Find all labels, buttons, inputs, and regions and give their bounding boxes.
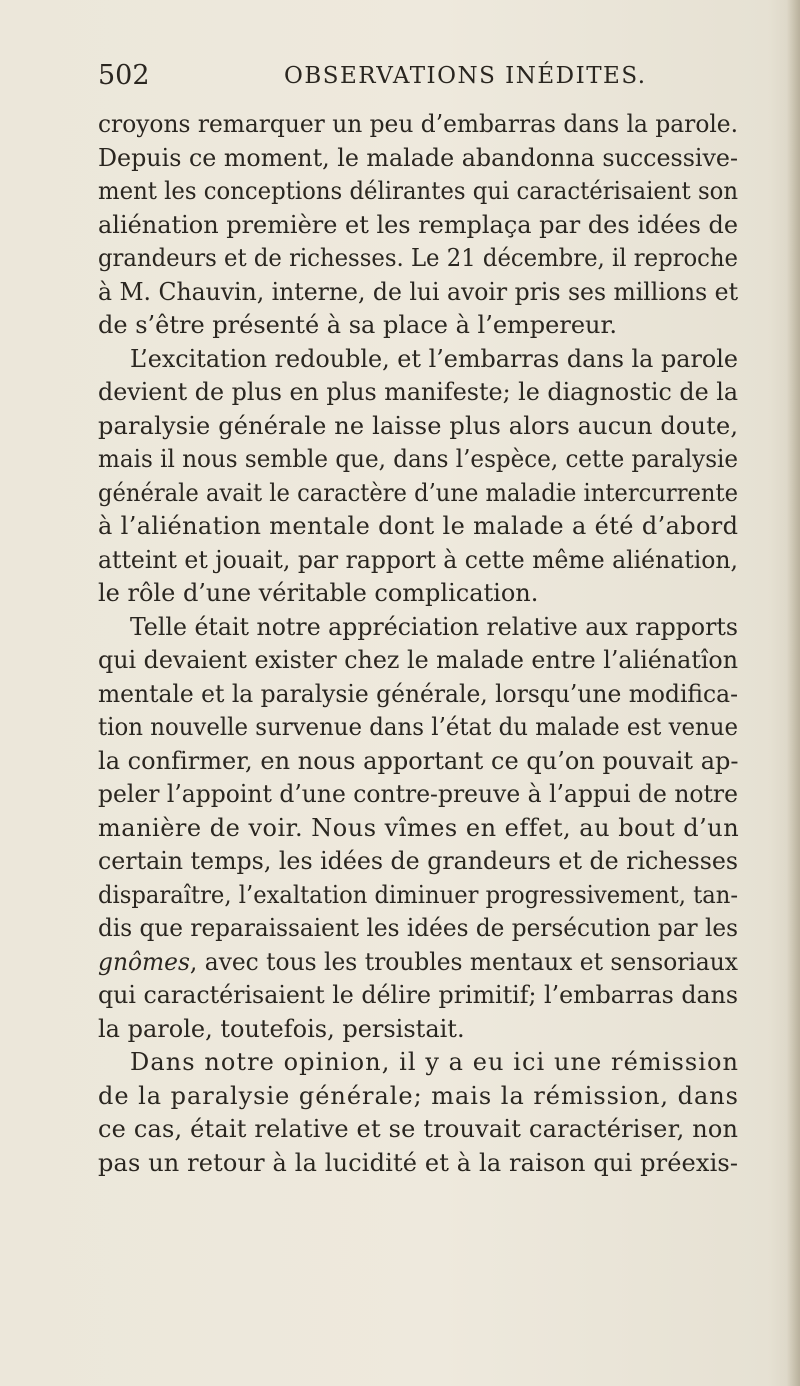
italic-word: gnômes — [98, 947, 190, 976]
line-text: la confirmer, en nous apportant ce qu’on pouvait ap- — [98, 746, 739, 775]
text-line — [98, 1113, 738, 1147]
line-text: aliénation première et les remplaça par des idées de — [98, 210, 739, 239]
text-line — [98, 477, 738, 511]
text-line — [98, 745, 738, 779]
text-line — [98, 644, 738, 678]
text-line — [98, 1080, 738, 1114]
text-line — [98, 879, 738, 913]
line-text: manière de voir. Nous vîmes en effet, au bout d’un — [98, 813, 740, 842]
line-text: mentale et la paralysie générale, lorsqu’une modifica- — [98, 679, 738, 708]
line-text: tion nouvelle survenue dans l’état du malade est venue — [98, 713, 738, 741]
line-text: Depuis ce moment, le malade abandonna successive- — [98, 143, 738, 172]
line-text: générale avait le caractère d’une maladie intercurrente — [98, 478, 738, 507]
line-text: Dans notre opinion, il y a eu ici une rémission — [130, 1048, 740, 1076]
text-line — [98, 1013, 738, 1047]
text-line — [98, 544, 738, 578]
line-text: disparaître, l’exaltation diminuer progressivement, tan- — [98, 880, 739, 909]
line-text: la parole, toutefois, persistait. — [98, 1014, 465, 1043]
text-line — [98, 309, 738, 343]
text-line — [98, 443, 738, 477]
running-title: OBSERVATIONS INÉDITES. — [284, 63, 647, 89]
text-line — [98, 711, 738, 745]
text-line — [98, 845, 738, 879]
text-line — [98, 678, 738, 712]
running-head — [98, 60, 698, 100]
line-text: L’excitation redouble, et l’embarras dans la parole — [130, 344, 738, 373]
line-text: paralysie générale ne laisse plus alors aucun doute, — [98, 411, 739, 440]
line-text: croyons remarquer un peu d’embarras dans la parole. — [98, 110, 739, 138]
line-text: qui caractérisaient le délire primitif; l’embarras dans — [98, 981, 739, 1009]
text-line — [98, 912, 738, 946]
text-line — [98, 276, 738, 310]
text-line — [98, 979, 738, 1013]
line-text: mais il nous semble que, dans l’espèce, cette paralysie — [98, 445, 739, 473]
page-edge-shadow — [786, 0, 800, 1386]
text-line — [98, 108, 738, 142]
line-text: à M. Chauvin, interne, de lui avoir pris ses millions et — [98, 277, 739, 306]
text-line — [98, 812, 738, 846]
line-text: peler l’appoint d’une contre-preuve à l’appui de notre — [98, 780, 739, 808]
line-text: le rôle d’une véritable complication. — [98, 579, 539, 607]
text-line — [98, 410, 738, 444]
text-line — [98, 376, 738, 410]
text-line — [98, 242, 738, 276]
line-text: ce cas, était relative et se trouvait caractériser, non — [98, 1115, 739, 1143]
line-text: dis que reparaissaient les idées de persécution par les — [98, 914, 739, 942]
text-line — [98, 946, 738, 980]
text-line — [98, 778, 738, 812]
line-text: à l’aliénation mentale dont le malade a été d’abord — [98, 512, 739, 540]
text-line — [98, 1147, 738, 1181]
line-text: Telle était notre appréciation relative aux rapports — [130, 612, 738, 641]
text-line — [98, 142, 738, 176]
page-number: 502 — [98, 60, 150, 91]
line-text: devient de plus en plus manifeste; le diagnostic de la — [98, 378, 739, 406]
text-line — [98, 175, 738, 209]
line-text: qui devaient exister chez le malade entre l’aliénatîon — [98, 646, 739, 674]
line-text: grandeurs et de richesses. Le 21 décembre, il reproche — [98, 244, 739, 272]
line-text: ment les conceptions délirantes qui caractérisaient son — [98, 177, 739, 205]
line-text: certain temps, les idées de grandeurs et de richesses — [98, 847, 739, 875]
text-line — [98, 209, 738, 243]
body-text — [98, 108, 738, 1180]
line-text: de s’être présenté à sa place à l’empereur. — [98, 311, 617, 339]
text-line — [98, 1046, 738, 1080]
text-line — [98, 611, 738, 645]
line-text: , avec tous les troubles mentaux et sensoriaux — [189, 947, 738, 976]
text-line — [98, 510, 738, 544]
text-line — [98, 343, 738, 377]
line-text: atteint et jouait, par rapport à cette même aliénation, — [98, 545, 739, 574]
line-text: pas un retour à la lucidité et à la raison qui préexis- — [98, 1148, 739, 1177]
text-line — [98, 577, 738, 611]
line-text: de la paralysie générale; mais la rémission, dans — [98, 1081, 739, 1110]
